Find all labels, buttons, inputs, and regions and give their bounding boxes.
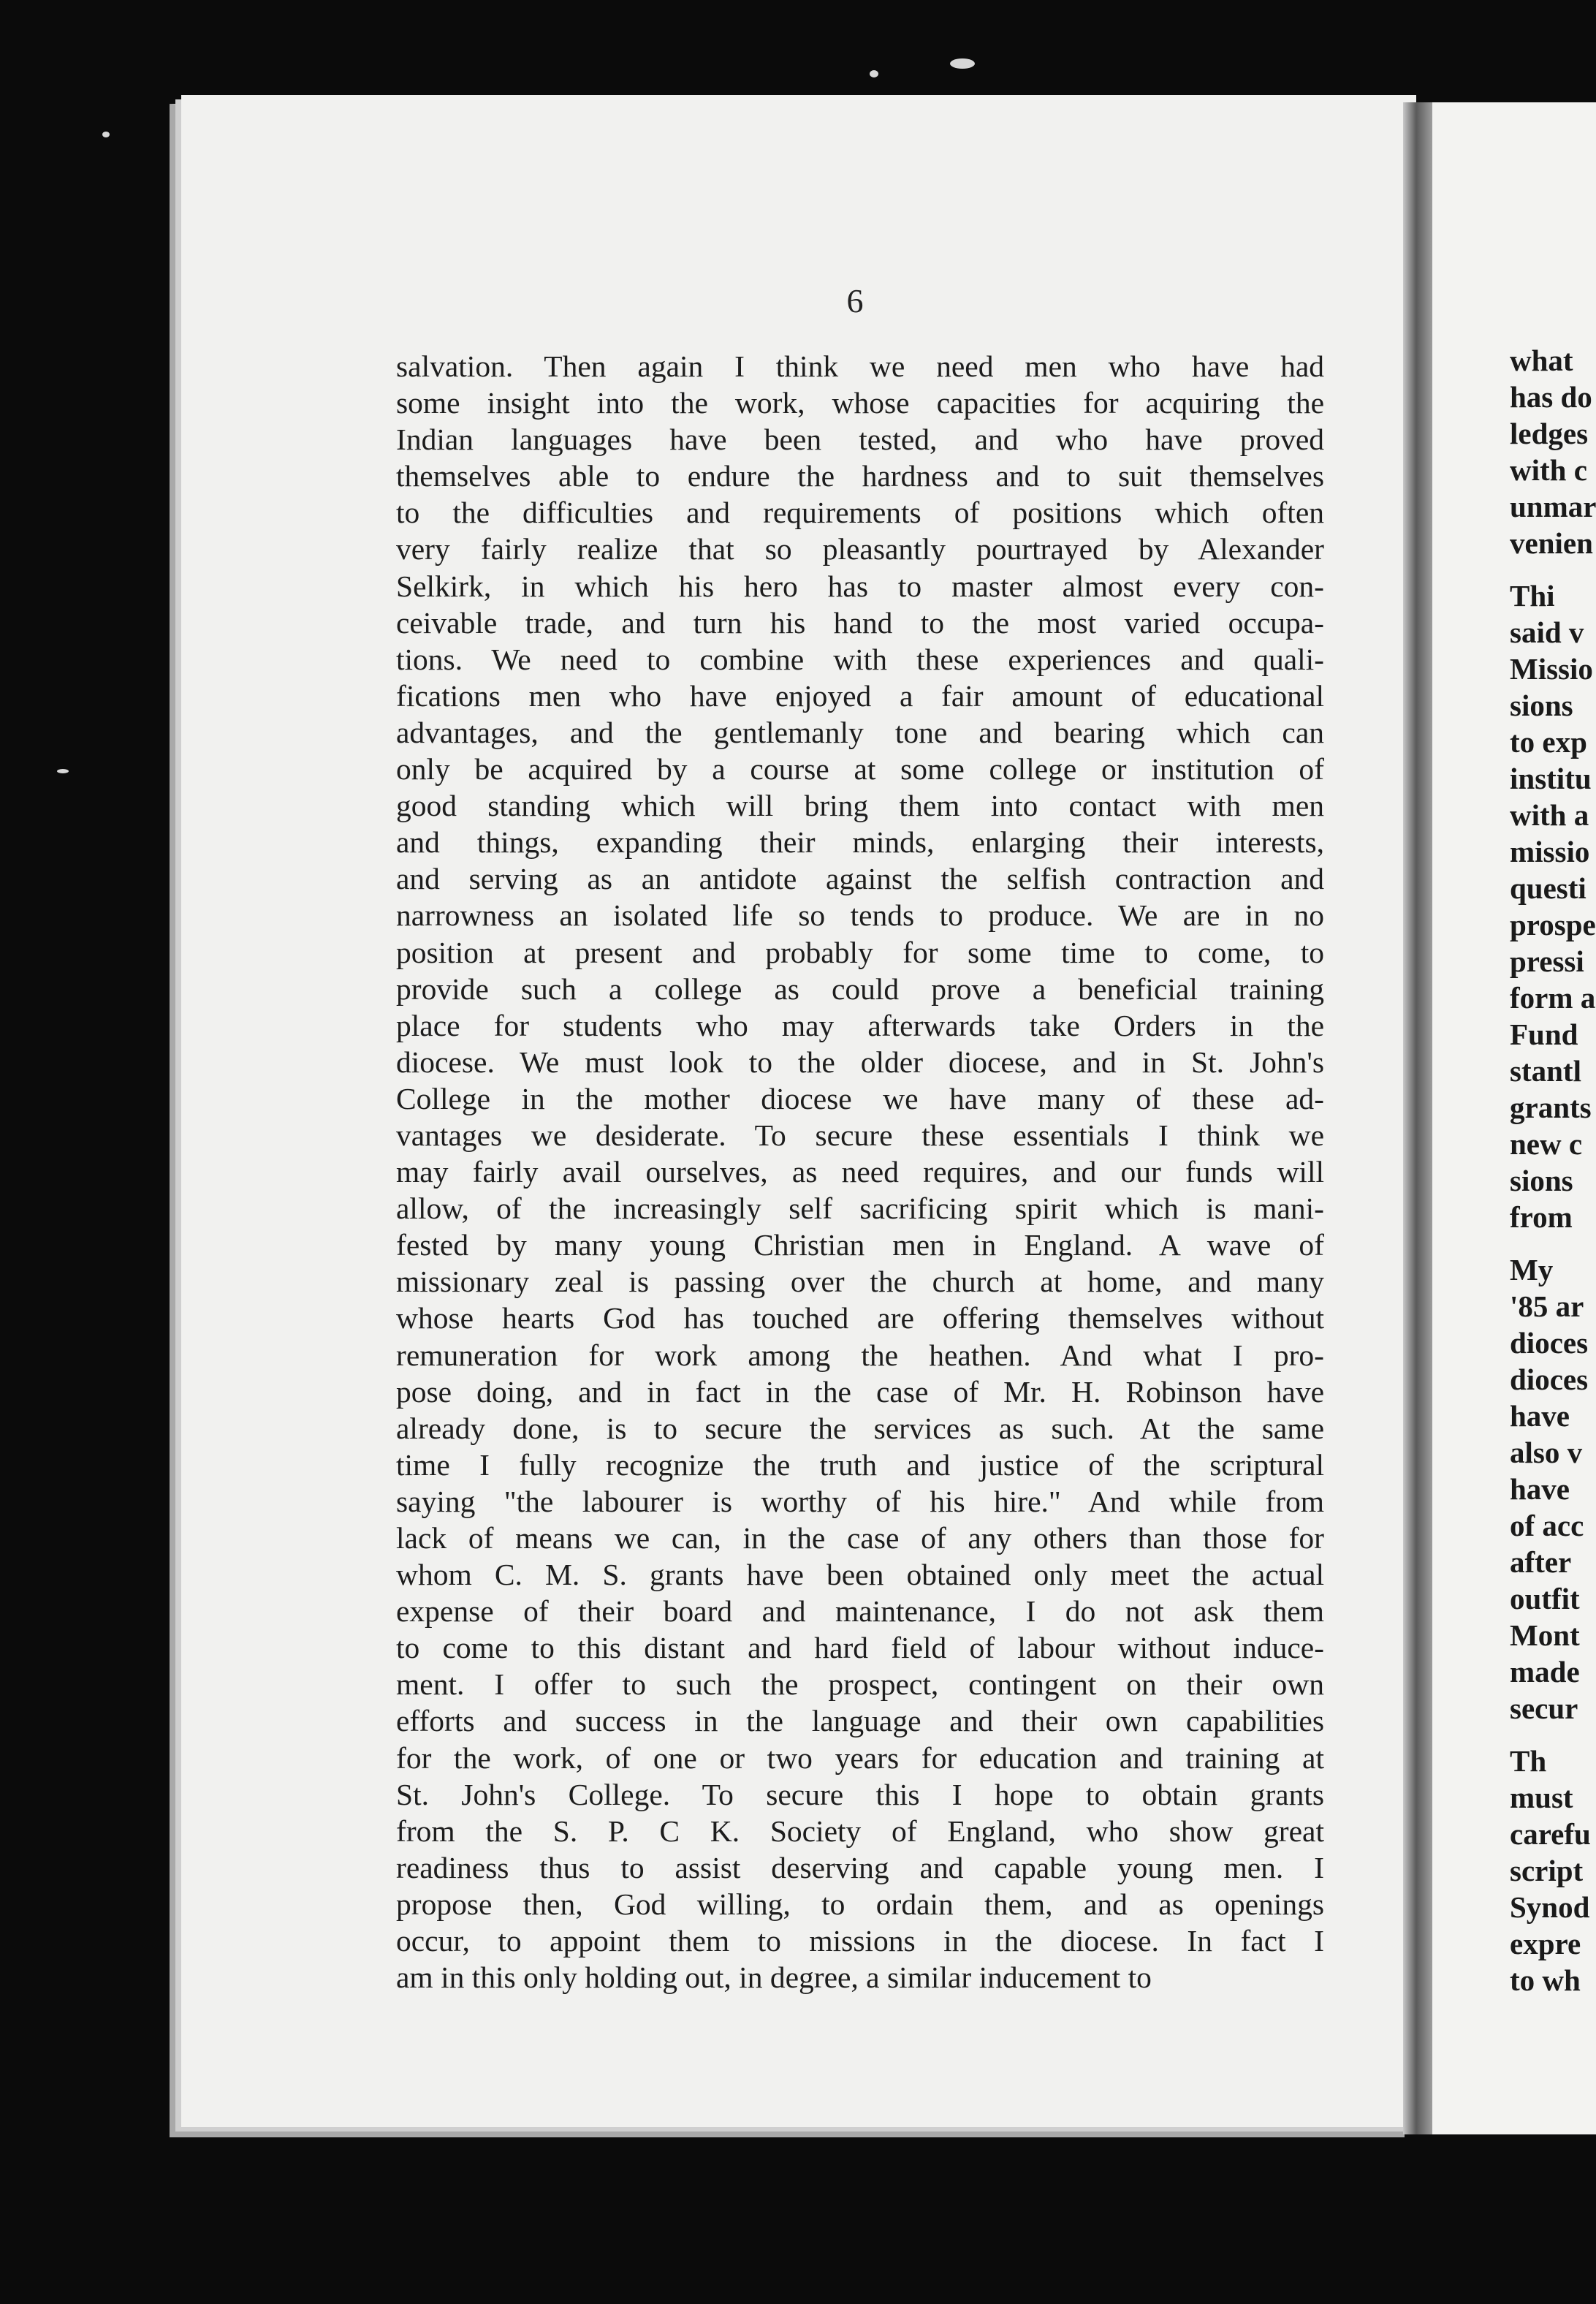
- partial-line: script: [1510, 1854, 1584, 1887]
- text-line: advantages, and the gentlemanly tone and bearing which can: [396, 715, 1324, 749]
- partial-line: new c: [1510, 1127, 1583, 1161]
- text-line: only be acquired by a course at some college or institution of: [396, 752, 1324, 787]
- paragraph-gap: [1510, 1235, 1596, 1251]
- partial-line: with c: [1510, 453, 1587, 487]
- partial-line: Thi: [1510, 579, 1555, 613]
- text-line: whom C. M. S. grants have been obtained only meet the actual: [396, 1558, 1324, 1592]
- text-line: themselves able to endure the hardness and to suit themselves: [396, 459, 1324, 493]
- text-line: salvation. Then again I think we need men who have had: [396, 349, 1324, 383]
- text-line: missionary zeal is passing over the church at home, and many: [396, 1265, 1324, 1299]
- partial-line: My: [1510, 1253, 1554, 1286]
- left-page-body-text: [396, 348, 1324, 1996]
- partial-line: secur: [1510, 1691, 1578, 1725]
- partial-line: ledges: [1510, 417, 1589, 450]
- partial-line: carefu: [1510, 1817, 1591, 1851]
- partial-line: of acc: [1510, 1509, 1584, 1542]
- backdrop-speck: [57, 769, 69, 773]
- partial-line: have: [1510, 1399, 1570, 1433]
- text-line: provide such a college as could prove a beneficial training: [396, 971, 1324, 1006]
- right-page-partial-text: [1510, 342, 1596, 1998]
- text-line: already done, is to secure the services as such. At the same: [396, 1411, 1324, 1445]
- text-line: position at present and probably for some time to come, to: [396, 935, 1324, 969]
- text-line: some insight into the work, whose capacities for acquiring the: [396, 386, 1324, 420]
- partial-line: outfit: [1510, 1582, 1580, 1615]
- book-gutter: [1403, 102, 1432, 2134]
- text-line: propose then, God willing, to ordain them, and as openings: [396, 1887, 1324, 1921]
- text-line: tions. We need to combine with these experiences and quali-: [396, 642, 1324, 676]
- text-line: College in the mother diocese we have many of these ad-: [396, 1081, 1324, 1115]
- partial-line: expre: [1510, 1927, 1581, 1960]
- text-line: expense of their board and maintenance, I do not ask them: [396, 1594, 1324, 1629]
- text-line: remuneration for work among the heathen. And what I pro-: [396, 1338, 1324, 1372]
- partial-line: grants: [1510, 1091, 1592, 1124]
- partial-line: must: [1510, 1781, 1573, 1814]
- text-line: to the difficulties and requirements of positions which often: [396, 496, 1324, 530]
- backdrop-speck: [102, 132, 110, 137]
- text-line: efforts and success in the language and their own capabilities: [396, 1704, 1324, 1738]
- text-line: St. John's College. To secure this I hope to obtain grants: [396, 1777, 1324, 1811]
- partial-line: Mont: [1510, 1618, 1580, 1652]
- text-line: saying "the labourer is worthy of his hire." And while from: [396, 1484, 1324, 1518]
- text-line: vantages we desiderate. To secure these essentials I think we: [396, 1118, 1324, 1152]
- backdrop-speck: [870, 70, 878, 77]
- text-line: Selkirk, in which his hero has to master almost every con-: [396, 569, 1324, 603]
- text-line: diocese. We must look to the older diocese, and in St. John's: [396, 1045, 1324, 1079]
- text-line: for the work, of one or two years for education and training at: [396, 1740, 1324, 1775]
- text-line: narrowness an isolated life so tends to produce. We are in no: [396, 898, 1324, 933]
- text-line: ceivable trade, and turn his hand to the most varied occupa-: [396, 605, 1324, 640]
- text-line: occur, to appoint them to missions in the diocese. In fact I: [396, 1924, 1324, 1958]
- partial-line: said v: [1510, 615, 1584, 649]
- partial-line: Fund: [1510, 1018, 1578, 1051]
- partial-line: prospe: [1510, 908, 1596, 941]
- text-line: may fairly avail ourselves, as need requires, and our funds will: [396, 1155, 1324, 1189]
- partial-line: to wh: [1510, 1963, 1581, 1997]
- text-line: good standing which will bring them into contact with men: [396, 789, 1324, 823]
- text-line: fications men who have enjoyed a fair amount of educational: [396, 678, 1324, 713]
- partial-line: Th: [1510, 1744, 1547, 1778]
- partial-line: sions: [1510, 1164, 1573, 1197]
- text-line: am in this only holding out, in degree, a similar inducement to: [396, 1960, 1152, 1995]
- partial-line: dioces: [1510, 1326, 1589, 1360]
- partial-line: sions: [1510, 689, 1573, 722]
- partial-line: stantl: [1510, 1054, 1581, 1088]
- partial-line: what: [1510, 344, 1573, 377]
- text-line: place for students who may afterwards take Orders in the: [396, 1008, 1324, 1042]
- text-line: whose hearts God has touched are offering themselves without: [396, 1301, 1324, 1335]
- text-line: allow, of the increasingly self sacrificing spirit which is mani-: [396, 1191, 1324, 1226]
- text-line: to come to this distant and hard field of labour without induce-: [396, 1631, 1324, 1665]
- partial-line: dioces: [1510, 1363, 1589, 1396]
- text-line: very fairly realize that so pleasantly pourtrayed by Alexander: [396, 532, 1324, 566]
- backdrop-speck: [950, 58, 975, 69]
- partial-line: Missio: [1510, 652, 1593, 686]
- text-line: readiness thus to assist deserving and capable young men. I: [396, 1850, 1324, 1884]
- partial-line: to exp: [1510, 725, 1587, 759]
- partial-line: have: [1510, 1472, 1570, 1506]
- partial-line: from: [1510, 1200, 1573, 1234]
- partial-line: made: [1510, 1655, 1580, 1689]
- partial-line: with a: [1510, 798, 1589, 832]
- partial-line: unmar: [1510, 490, 1596, 523]
- partial-line: Synod: [1510, 1890, 1590, 1924]
- text-line: from the S. P. C K. Society of England, who show great: [396, 1814, 1324, 1848]
- text-line: time I fully recognize the truth and justice of the scriptural: [396, 1447, 1324, 1482]
- text-line: ment. I offer to such the prospect, contingent on their own: [396, 1667, 1324, 1702]
- text-line: Indian languages have been tested, and who have proved: [396, 422, 1324, 457]
- partial-line: missio: [1510, 835, 1590, 868]
- paragraph-gap: [1510, 1727, 1596, 1743]
- partial-line: institu: [1510, 762, 1592, 795]
- text-line: pose doing, and in fact in the case of Mr. H. Robinson have: [396, 1374, 1324, 1409]
- text-line: and things, expanding their minds, enlarging their interests,: [396, 825, 1324, 860]
- partial-line: form a: [1510, 981, 1596, 1015]
- partial-line: after: [1510, 1545, 1572, 1579]
- page-number: 6: [846, 282, 864, 319]
- text-line: lack of means we can, in the case of any others than those for: [396, 1521, 1324, 1555]
- partial-line: pressi: [1510, 944, 1584, 978]
- paragraph-gap: [1510, 561, 1596, 577]
- partial-line: also v: [1510, 1436, 1583, 1469]
- partial-line: venien: [1510, 526, 1593, 560]
- partial-line: questi: [1510, 871, 1586, 905]
- text-line: and serving as an antidote against the selfish contraction and: [396, 862, 1324, 896]
- text-line: fested by many young Christian men in England. A wave of: [396, 1228, 1324, 1262]
- partial-line: '85 ar: [1510, 1289, 1584, 1323]
- partial-line: has do: [1510, 380, 1592, 414]
